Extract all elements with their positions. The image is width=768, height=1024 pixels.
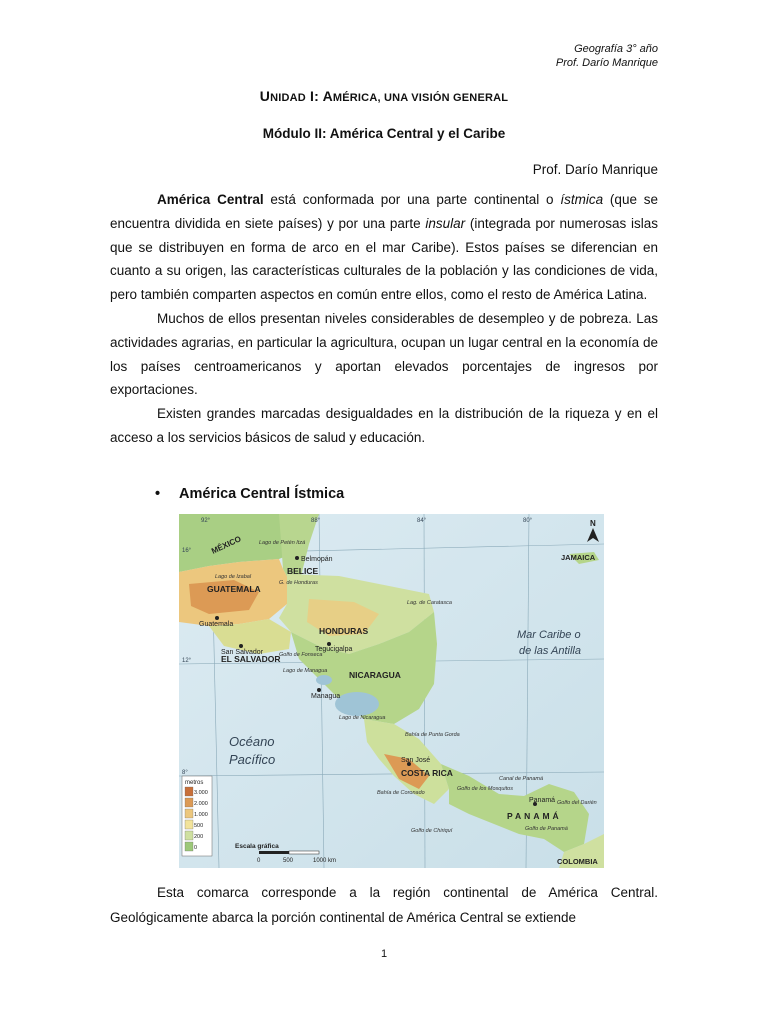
- lake-nicaragua: [335, 692, 379, 716]
- legend-level: 1.000: [194, 812, 208, 818]
- label-guatemala-city: Guatemala: [199, 621, 234, 628]
- feature-caratasca: Lag. de Caratasca: [407, 600, 452, 606]
- feature-canal: Canal de Panamá: [499, 776, 544, 782]
- unit-rest: , UNA VISIÓN GENERAL: [377, 92, 509, 104]
- legend-level: 3.000: [194, 790, 208, 796]
- section-bullet: [155, 486, 344, 502]
- text-run: (integrada por numerosas islas que se distribuyen en forma de arco en el mar Caribe). Estos países se diferencian en cuanto a su origen, las características culturales de la población y las condiciones de vida, pero también comparten aspectos en común entre ellos, como el resto de América Latina.: [110, 215, 658, 303]
- header-subject: Geografía 3° año: [574, 43, 658, 55]
- feature-peten: Lago de Petén Itzá: [259, 540, 306, 546]
- unit-numeral: I: A: [305, 88, 333, 104]
- legend-swatch: [185, 831, 193, 840]
- page-header: [556, 42, 658, 70]
- feature-lake-nicaragua: Lago de Nicaragua: [339, 715, 386, 721]
- feature-fonseca: Golfo de Fonseca: [279, 652, 323, 658]
- scale-end: 1000 km: [313, 858, 337, 864]
- bullet-symbol: •: [155, 486, 161, 502]
- label-honduras: HONDURAS: [319, 626, 369, 636]
- label-panama-city: Panamá: [529, 797, 556, 804]
- unit-cap-u: U: [259, 88, 271, 104]
- author-line: Prof. Darío Manrique: [532, 162, 658, 177]
- grid-top-92: 92°: [201, 518, 211, 524]
- legend-swatch: [185, 798, 193, 807]
- label-nicaragua: NICARAGUA: [349, 670, 401, 680]
- label-belice: BELICE: [287, 566, 319, 576]
- legend-level: 200: [194, 834, 204, 840]
- text-run: (que se encuentra dividida en siete países) y por una parte: [110, 192, 659, 231]
- grid-top-88: 88°: [311, 518, 321, 524]
- header-teacher: Prof. Darío Manrique: [555, 57, 658, 69]
- lake-managua: [316, 675, 332, 685]
- bold-term: América Central: [157, 192, 264, 207]
- feature-mosquitos: Golfo de los Mosquitos: [457, 786, 513, 792]
- feature-gulf-panama: Golfo de Panamá: [525, 826, 568, 832]
- grid-top-80: 80°: [523, 518, 533, 524]
- label-tegucigalpa: Tegucigalpa: [315, 646, 353, 653]
- legend-swatch: [185, 820, 193, 829]
- page-number: 1: [380, 948, 388, 960]
- legend-swatch: [185, 787, 193, 796]
- label-jamaica: JAMAICA: [561, 553, 596, 562]
- feature-coronado: Bahía de Coronado: [377, 790, 425, 796]
- legend-level: 2.000: [194, 801, 208, 807]
- label-mexico: MÉXICO: [210, 534, 243, 556]
- body-text: [110, 188, 658, 450]
- label-panama: PANAMÁ: [507, 811, 562, 821]
- label-belmopan: Belmopán: [301, 556, 333, 563]
- legend-swatch: [185, 842, 193, 851]
- sea-caribe-1: Mar Caribe o: [517, 629, 581, 641]
- feature-gulf-honduras: G. de Honduras: [279, 580, 318, 586]
- unit-small-caps: NIDAD: [270, 92, 306, 104]
- grid-left-8: 8°: [182, 770, 188, 776]
- sea-pacifico-2: Pacífico: [229, 752, 276, 767]
- label-costa-rica: COSTA RICA: [401, 768, 453, 778]
- grid-top-84: 84°: [417, 518, 427, 524]
- feature-chiriqui: Golfo de Chiriquí: [411, 828, 453, 834]
- paragraph-3: Existen grandes marcadas desigualdades en la distribución de la riqueza y en el acceso a los servicios básicos de salud y educación.: [110, 406, 658, 445]
- label-colombia: COLOMBIA: [557, 857, 598, 866]
- label-el-salvador: EL SALVADOR: [221, 654, 281, 664]
- feature-izabal: Lago de Izabal: [215, 574, 252, 580]
- legend-title: metros: [185, 780, 204, 786]
- bullet-text: América Central Ístmica: [179, 486, 345, 502]
- feature-punta-gorda: Bahía de Punta Gorda: [405, 732, 460, 738]
- paragraph-1: [110, 188, 658, 307]
- feature-lake-managua: Lago de Managua: [283, 668, 328, 674]
- module-title: Módulo II: América Central y el Caribe: [262, 126, 506, 141]
- scale-mid: 500: [283, 858, 294, 864]
- scale-zero: 0: [257, 858, 261, 864]
- elevation-legend: [182, 776, 212, 856]
- label-san-jose: San José: [401, 757, 431, 764]
- grid-left-16: 16°: [182, 548, 192, 554]
- italic-term: insular: [425, 215, 466, 231]
- bottom-paragraph: [110, 880, 658, 930]
- unit-title: [0, 88, 768, 104]
- grid-left-12: 12°: [182, 658, 192, 664]
- feature-darien: Golfo del Darién: [557, 800, 597, 806]
- scale-title: Escala gráfica: [235, 843, 279, 850]
- label-san-salvador: San Salvador: [221, 649, 264, 656]
- unit-small-caps-2: MÉRICA: [332, 92, 378, 104]
- legend-level: 500: [194, 823, 204, 829]
- central-america-map: [179, 514, 604, 868]
- legend-level: 0: [194, 845, 198, 851]
- label-managua: Managua: [311, 693, 341, 700]
- italic-term: ístmica: [560, 192, 604, 207]
- sea-pacifico-1: Océano: [229, 734, 275, 749]
- sea-caribe-2: de las Antilla: [519, 645, 581, 657]
- label-guatemala: GUATEMALA: [207, 584, 261, 594]
- legend-swatch: [185, 809, 193, 818]
- paragraph-4: Esta comarca corresponde a la región continental de América Central. Geológicamente abarca la porción continental de América Central se extiende: [110, 885, 658, 925]
- text-run: está conformada por una parte continental o: [263, 192, 561, 207]
- paragraph-2: Muchos de ellos presentan niveles considerables de desempleo y de pobreza. Las actividades agrarias, en particular la agricultura, ocupan un lugar central en la economía de los países centroamericanos y aportan elevados porcentajes de ingresos por exportaciones.: [110, 310, 658, 398]
- north-label: N: [590, 519, 596, 528]
